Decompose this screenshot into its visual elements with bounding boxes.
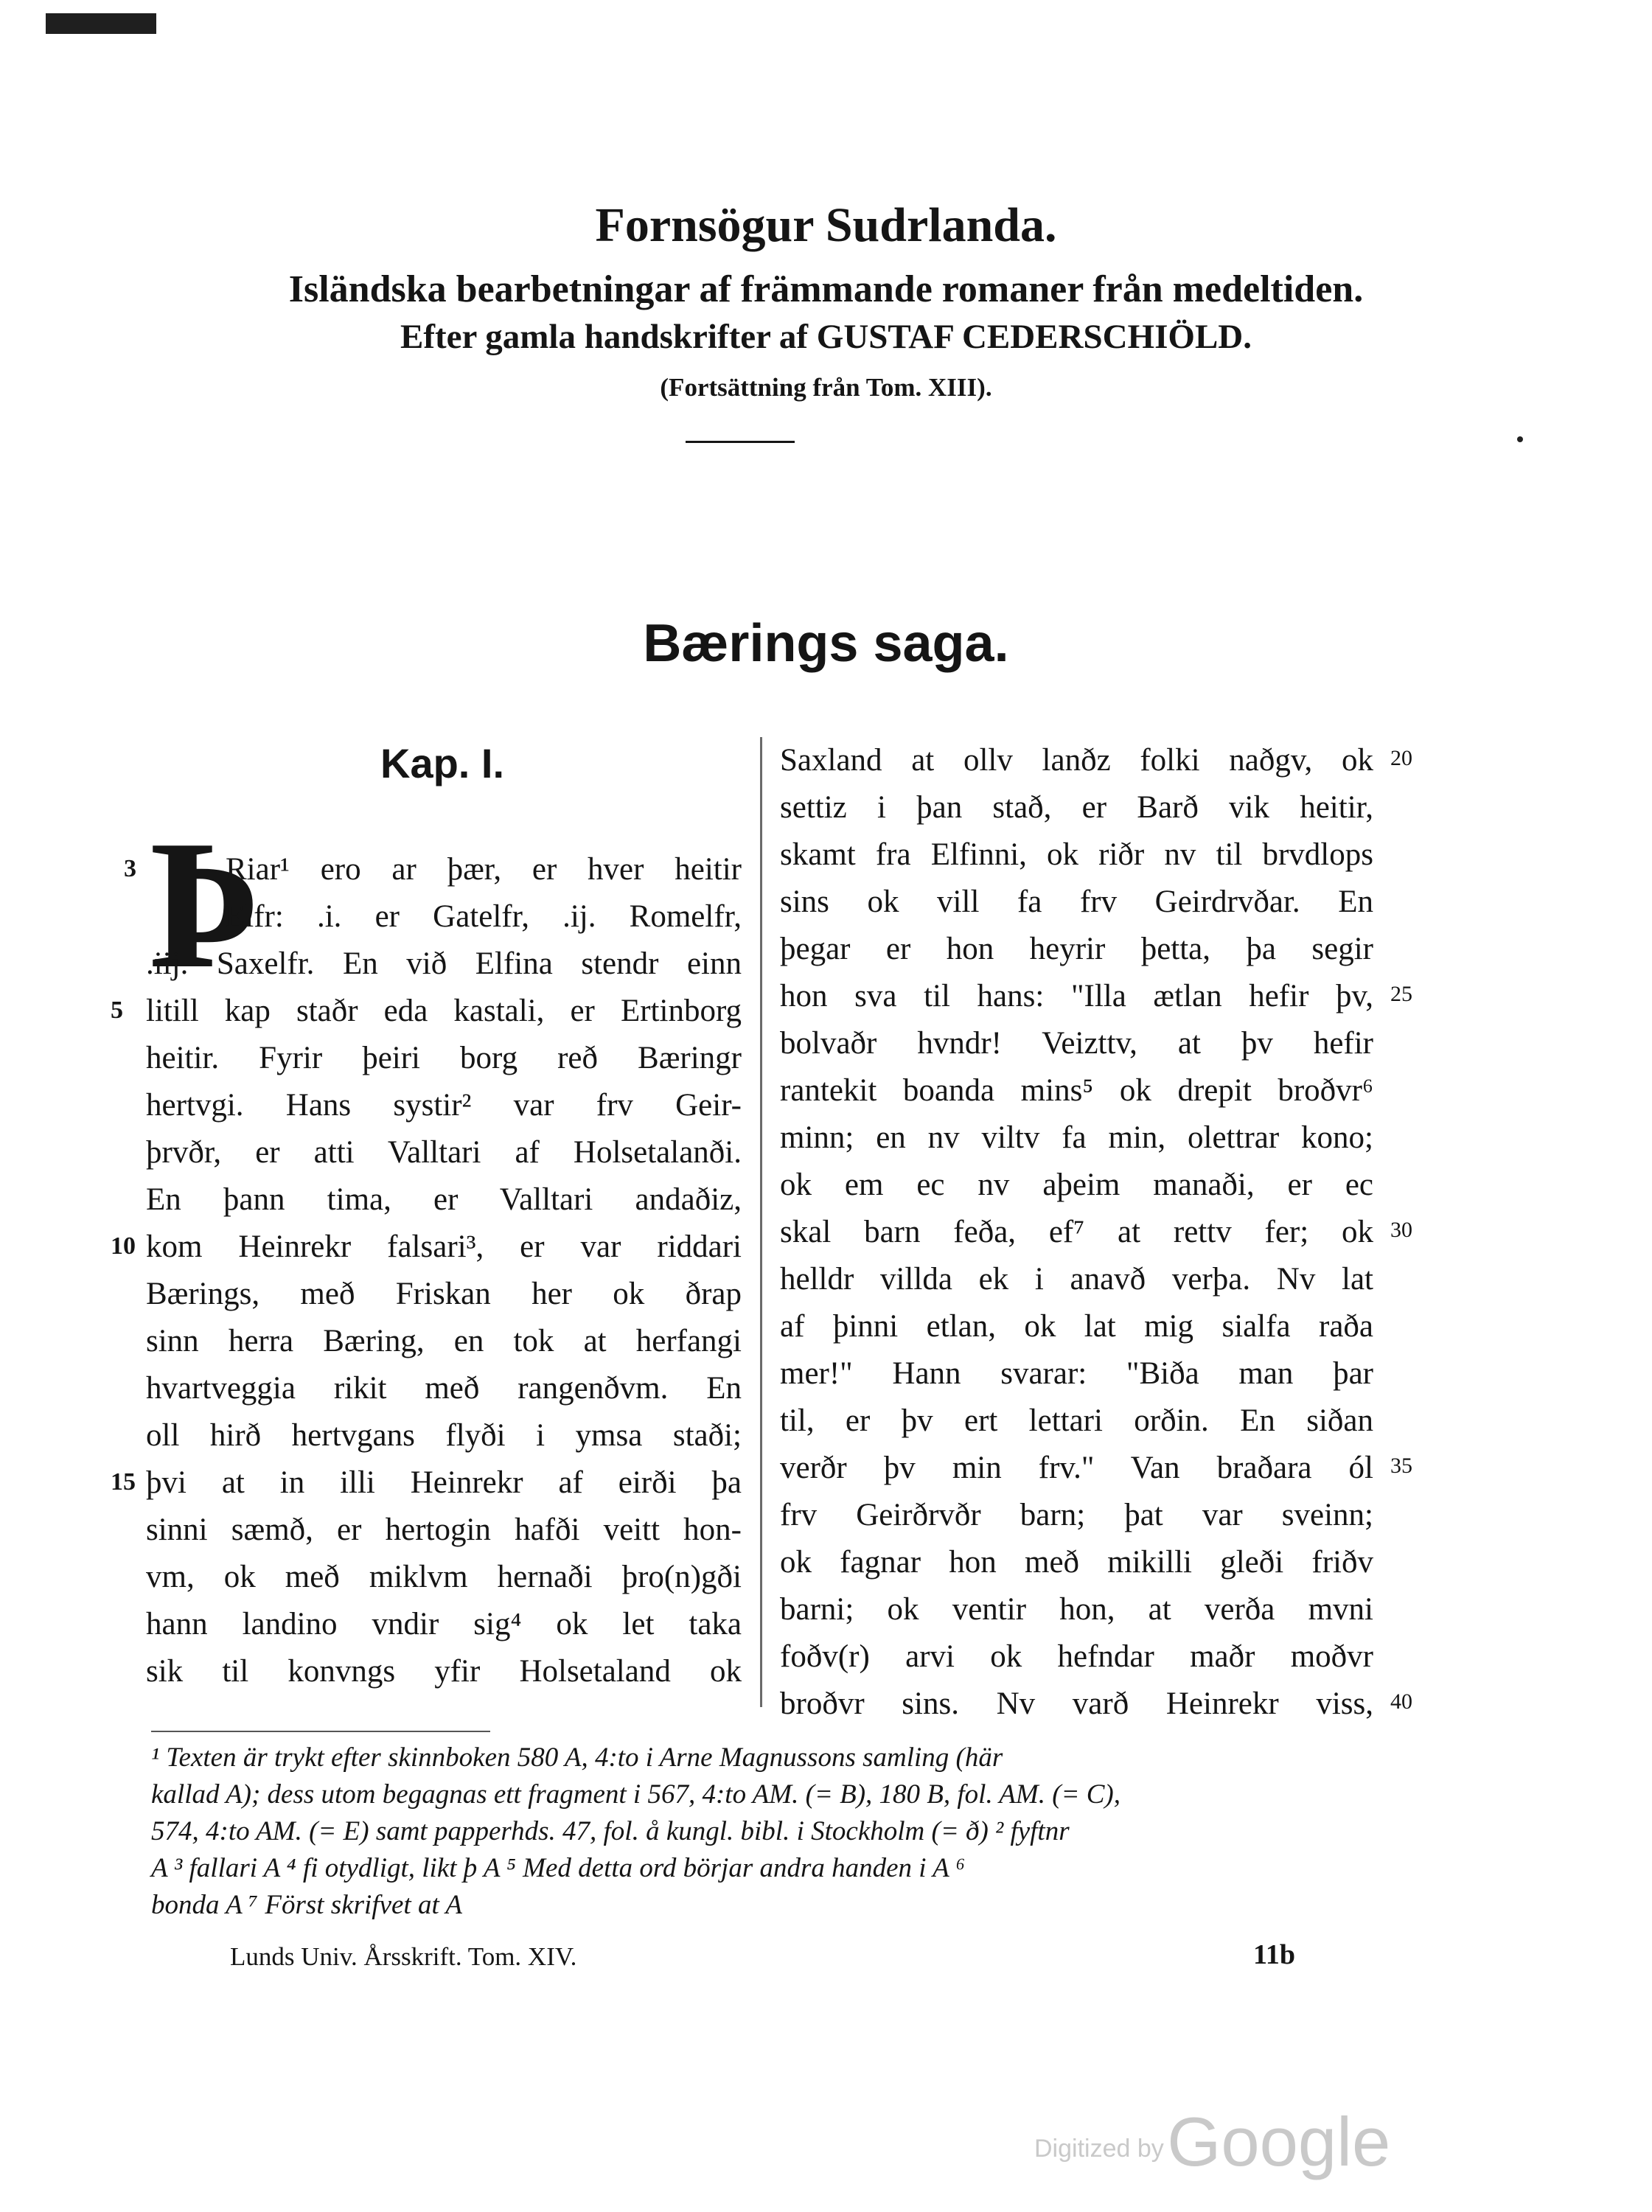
- text-line: þegar er hon heyrir þetta, þa segir: [780, 932, 1373, 966]
- line-number: 15: [111, 1468, 136, 1496]
- text-line: af þinni etlan, ok lat mig sialfa raða: [780, 1309, 1373, 1344]
- page-signature: 11b: [1253, 1939, 1296, 1970]
- text-line: foðv(r) arvi ok hefndar maðr moðvr: [780, 1639, 1373, 1674]
- text-line: þvi at in illi Heinrekr af eirði þa: [146, 1465, 742, 1500]
- google-logo: Google: [1167, 2103, 1391, 2180]
- text-line: kom Heinrekr falsari³, er var riddari: [146, 1229, 742, 1264]
- text-line: þrvðr, er atti Valltari af Holsetalanði.: [146, 1135, 742, 1170]
- text-line: frv Geirðrvðr barn; þat var sveinn;: [780, 1498, 1373, 1532]
- text-line: .iij. Saxelfr. En við Elfina stendr einn: [146, 946, 742, 981]
- text-line: skamt fra Elfinni, ok riðr nv til brvdlops: [780, 837, 1373, 872]
- line-number: 40: [1390, 1689, 1412, 1714]
- page-subtitle: Isländska bearbetningar af främmande romaner från medeltiden.: [288, 268, 1364, 310]
- line-number: 25: [1390, 982, 1412, 1006]
- continuation-note: (Fortsättning från Tom. XIII).: [660, 373, 992, 402]
- footnote-rule: [151, 1731, 490, 1732]
- footnote-line: 574, 4:to AM. (= E) samt papperhds. 47, fol. å kungl. bibl. i Stockholm (= ð) ² fyftnr: [151, 1816, 1070, 1846]
- text-line: settiz i þan stað, er Barð vik heitir,: [780, 790, 1373, 825]
- saga-title: Bærings saga.: [643, 614, 1009, 673]
- line-number: 20: [1390, 746, 1412, 770]
- library-stamp: [46, 13, 156, 34]
- text-line: helldr villda ek i anavð verþa. Nv lat: [780, 1262, 1373, 1297]
- digitization-watermark: [1034, 2102, 1390, 2182]
- text-line: sins ok vill fa frv Geirdrvðar. En: [780, 885, 1373, 919]
- line-number: 30: [1390, 1218, 1412, 1242]
- footnote-line: kallad A); dess utom begagnas ett fragment i 567, 4:to AM. (= B), 180 B, fol. AM. (= C),: [151, 1779, 1120, 1810]
- text-line: hon sva til hans: "Illa ætlan hefir þv,: [780, 979, 1373, 1013]
- right-text-column: [780, 737, 1412, 1728]
- chapter-heading: Kap. I.: [380, 740, 505, 786]
- text-line: sik til konvngs yfir Holsetaland ok: [146, 1654, 742, 1689]
- title-divider: [686, 441, 795, 443]
- text-line: minn; en nv viltv fa min, olettrar kono;: [780, 1120, 1373, 1155]
- text-line: Bærings, með Friskan her ok ðrap: [146, 1277, 742, 1311]
- text-line: rantekit boanda mins⁵ ok drepit broðvr⁶: [780, 1073, 1373, 1108]
- text-line: verðr þv min frv." Van braðara ól: [780, 1451, 1373, 1485]
- text-line: Elfr: .i. er Gatelfr, .ij. Romelfr,: [226, 899, 742, 934]
- line-number: 35: [1390, 1454, 1412, 1478]
- text-line: En þann tima, er Valltari andaðiz,: [146, 1182, 742, 1217]
- footnote-line: A ³ fallari A ⁴ fi otydligt, likt þ A ⁵ Med detta ord börjar andra handen i A ⁶: [151, 1853, 966, 1883]
- column-divider: [760, 737, 762, 1707]
- text-line: bolvaðr hvndr! Veizttv, at þv hefir: [780, 1026, 1373, 1061]
- left-text-column: [111, 846, 742, 1695]
- page-title: Fornsögur Sudrlanda.: [595, 198, 1057, 252]
- text-line: til, er þv ert lettari orðin. En siðan: [780, 1403, 1373, 1438]
- text-line: Saxland at ollv lanðz folki naðgv, ok: [780, 743, 1373, 778]
- text-line: broðvr sins. Nv varð Heinrekr viss,: [780, 1686, 1373, 1721]
- footnotes: [151, 1740, 1367, 1924]
- text-line: litill kap staðr eda kastali, er Ertinborg: [146, 994, 742, 1028]
- speck-dot: [1517, 436, 1523, 442]
- text-line: hvartveggia rikit með rangenðvm. En: [146, 1371, 742, 1406]
- text-line: ok em ec nv aþeim manaði, er ec: [780, 1168, 1373, 1202]
- text-line: hertvgi. Hans systir² var frv Geir-: [146, 1088, 742, 1123]
- text-line: oll hirð hertvgans flyði i ymsa staði;: [146, 1418, 742, 1453]
- text-line: Riar¹ ero ar þær, er hver heitir: [226, 852, 742, 887]
- line-number: 10: [111, 1232, 136, 1260]
- drop-cap-initial: Þ: [149, 803, 262, 1007]
- journal-footer: Lunds Univ. Årsskrift. Tom. XIV.: [230, 1942, 577, 1971]
- footnote-line: bonda A ⁷ Först skrifvet at A: [151, 1890, 462, 1920]
- footnote-line: ¹ Texten är trykt efter skinnboken 580 A, 4:to i Arne Magnussons samling (här: [151, 1742, 1003, 1773]
- text-line: heitir. Fyrir þeiri borg reð Bæringr: [146, 1041, 742, 1075]
- line-number: 5: [111, 997, 123, 1024]
- text-line: ok fagnar hon með mikilli gleði friðv: [780, 1545, 1373, 1580]
- line-number: 3: [124, 855, 136, 882]
- text-line: hann landino vndir sig⁴ ok let taka: [146, 1607, 742, 1641]
- text-line: mer!" Hann svarar: "Biða man þar: [780, 1356, 1373, 1391]
- text-line: sinni sæmð, er hertogin hafði veitt hon-: [146, 1513, 742, 1547]
- text-line: skal barn feða, ef⁷ at rettv fer; ok: [780, 1215, 1373, 1249]
- text-line: vm, ok með miklvm hernaði þro(n)gði: [146, 1560, 742, 1594]
- text-line: barni; ok ventir hon, at verða mvni: [780, 1592, 1373, 1627]
- editor-line: Efter gamla handskrifter af GUSTAF CEDERSCHIÖLD.: [400, 318, 1252, 356]
- watermark-prefix: Digitized by: [1034, 2135, 1164, 2163]
- text-line: sinn herra Bæring, en tok at herfangi: [146, 1324, 742, 1358]
